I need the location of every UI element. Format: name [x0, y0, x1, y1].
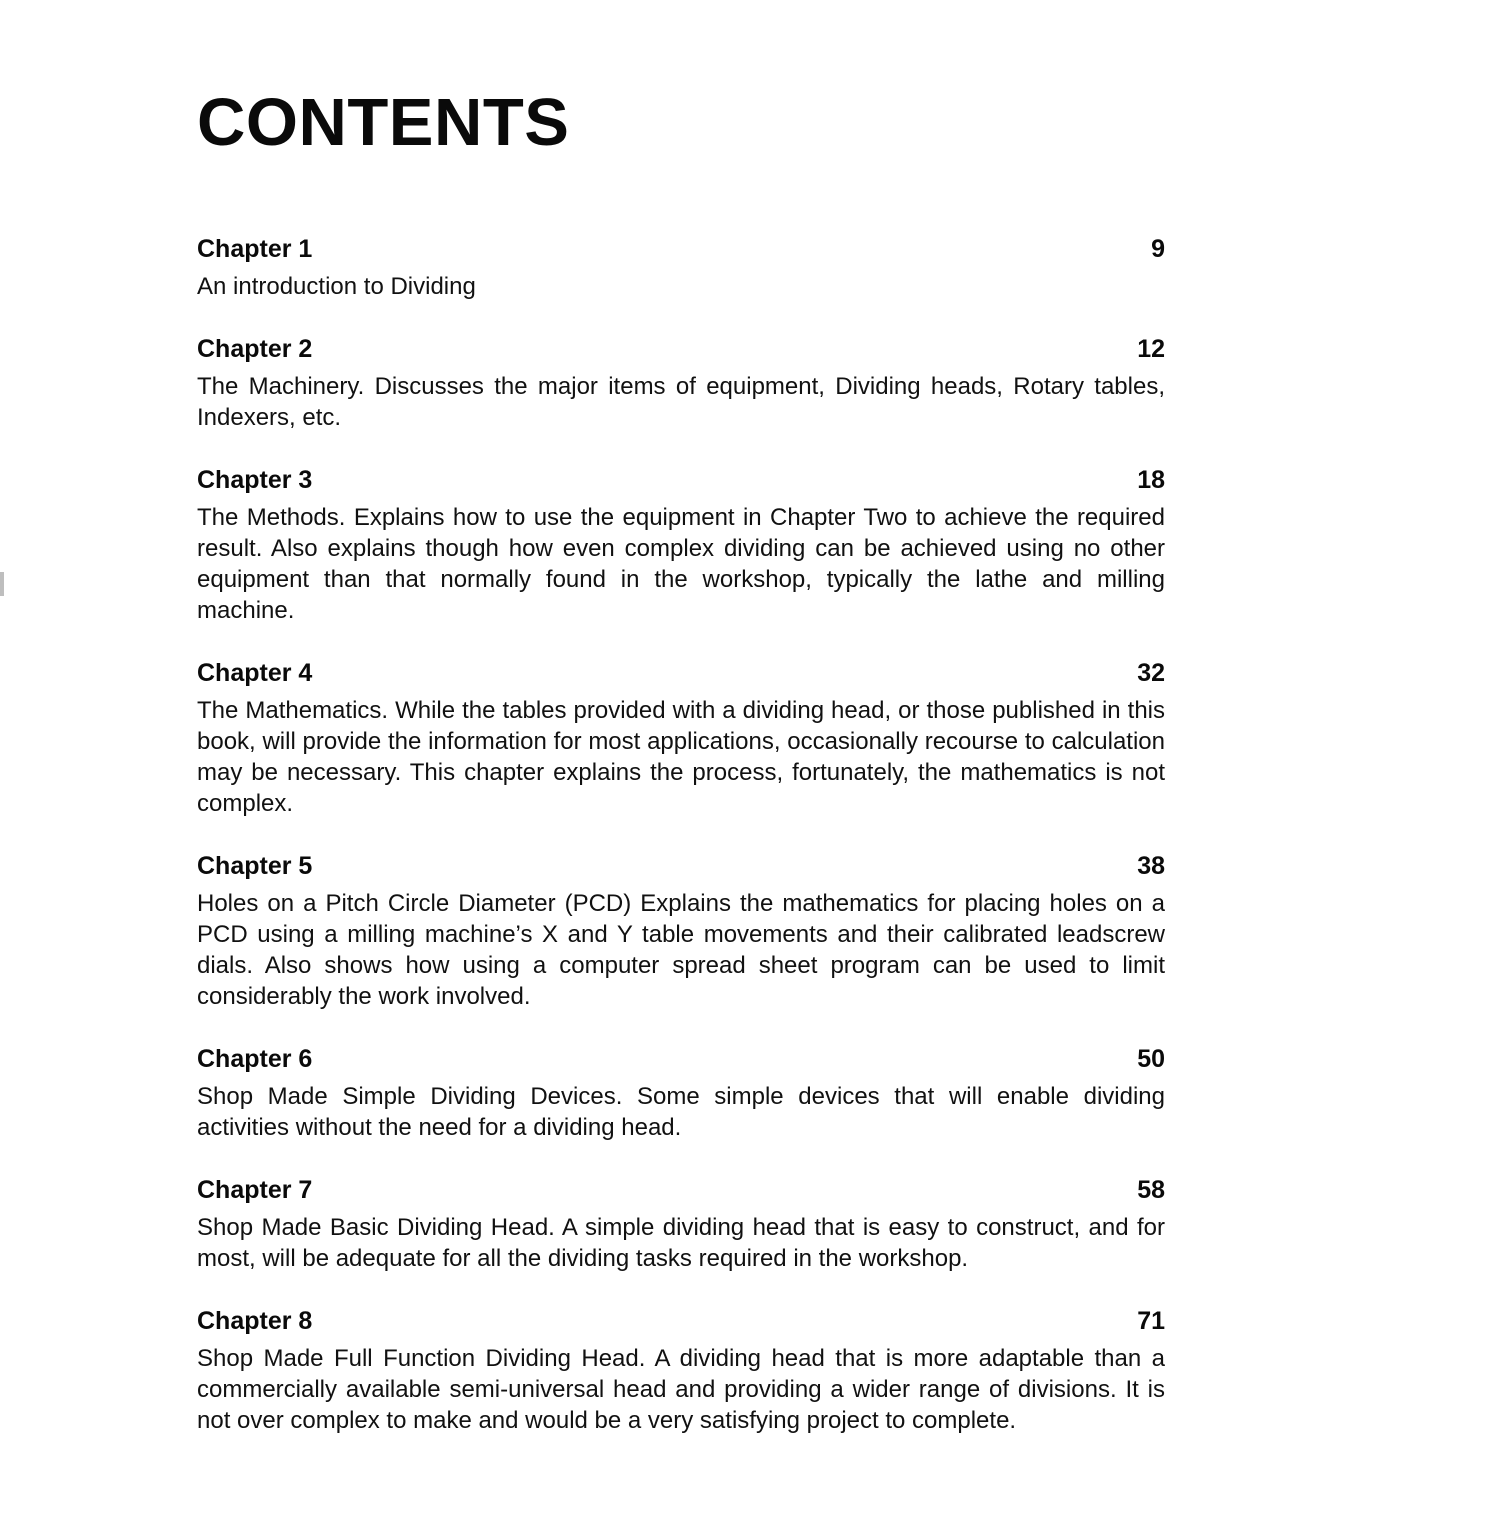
chapter-page-number: 38 — [1137, 852, 1165, 881]
chapter-label: Chapter 1 — [197, 235, 313, 264]
chapter-page-number: 9 — [1151, 235, 1165, 264]
chapter-label: Chapter 8 — [197, 1307, 313, 1336]
toc-entry-chapter-8 — [197, 1306, 1165, 1436]
toc-entry-chapter-5 — [197, 851, 1165, 1012]
chapter-description: The Mathematics. While the tables provided with a dividing head, or those published in this book, will provide the information for most applications, occasionally recourse to calculation may be necessary. This chapter explains the process, fortunately, the mathematics is not complex. — [197, 697, 1165, 818]
table-of-contents — [197, 234, 1165, 1436]
chapter-page-number: 32 — [1137, 659, 1165, 688]
chapter-label: Chapter 6 — [197, 1045, 313, 1074]
chapter-page-number: 71 — [1137, 1307, 1165, 1336]
chapter-page-number: 12 — [1137, 335, 1165, 364]
toc-entry-chapter-3 — [197, 465, 1165, 626]
chapter-description: Shop Made Simple Dividing Devices. Some simple devices that will enable dividing activities without the need for a dividing head. — [197, 1083, 1165, 1142]
chapter-label: Chapter 7 — [197, 1176, 313, 1205]
toc-entry-chapter-2 — [197, 334, 1165, 433]
chapter-page-number: 58 — [1137, 1176, 1165, 1205]
toc-entry-chapter-1 — [197, 234, 1165, 302]
chapter-page-number: 50 — [1137, 1045, 1165, 1074]
chapter-description: The Methods. Explains how to use the equipment in Chapter Two to achieve the required result. Also explains though how even complex dividing can be achieved using no other equipment than that normally found in the workshop, typically the lathe and milling machine. — [197, 504, 1165, 625]
chapter-description: The Machinery. Discusses the major items of equipment, Dividing heads, Rotary tables, Indexers, etc. — [197, 373, 1165, 432]
toc-entry-chapter-6 — [197, 1044, 1165, 1143]
chapter-label: Chapter 4 — [197, 659, 313, 688]
chapter-label: Chapter 5 — [197, 852, 313, 881]
page-title: CONTENTS — [197, 85, 570, 160]
chapter-description: Shop Made Basic Dividing Head. A simple dividing head that is easy to construct, and for most, will be adequate for all the dividing tasks required in the workshop. — [197, 1214, 1165, 1273]
chapter-description: An introduction to Dividing — [197, 273, 476, 301]
chapter-description: Holes on a Pitch Circle Diameter (PCD) Explains the mathematics for placing holes on a PCD using a milling machine’s X and Y table movements and their calibrated leadscrew dials. Also shows how using a computer spread sheet program can be used to limit considerably the work involved. — [197, 890, 1165, 1011]
scan-artifact — [0, 572, 9, 596]
chapter-label: Chapter 2 — [197, 335, 313, 364]
chapter-page-number: 18 — [1137, 466, 1165, 495]
chapter-label: Chapter 3 — [197, 466, 313, 495]
toc-entry-chapter-4 — [197, 658, 1165, 819]
chapter-description: Shop Made Full Function Dividing Head. A dividing head that is more adaptable than a commercially available semi-universal head and providing a wider range of divisions. It is not over complex to make and would be a very satisfying project to complete. — [197, 1345, 1165, 1435]
toc-entry-chapter-7 — [197, 1175, 1165, 1274]
